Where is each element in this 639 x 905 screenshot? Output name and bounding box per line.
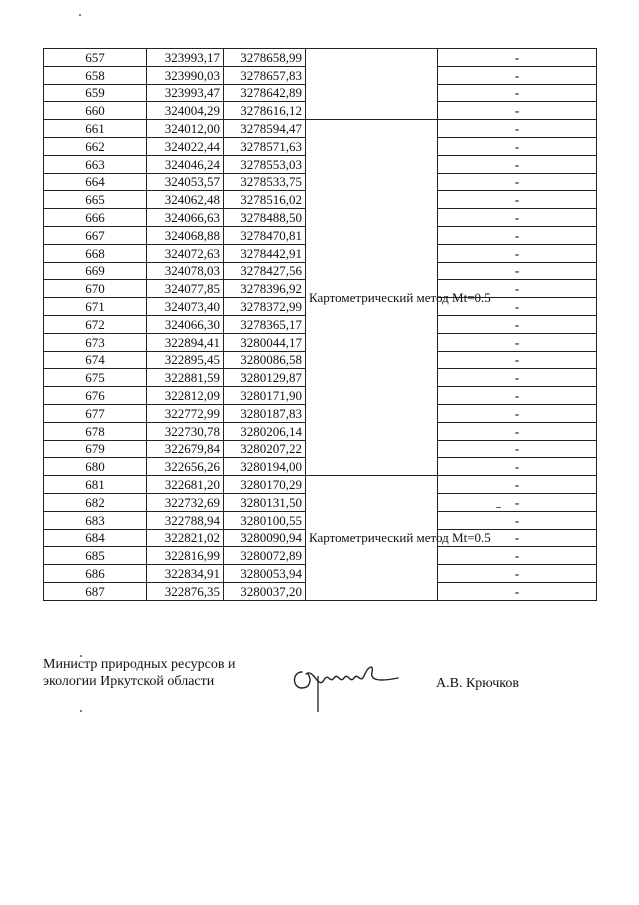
point-number-cell: 685 xyxy=(44,547,147,565)
y-coordinate-cell: 3278365,17 xyxy=(224,315,306,333)
method-cell: Картометрический метод Mt=0.5 xyxy=(306,120,438,476)
note-cell: - xyxy=(438,422,597,440)
x-coordinate-cell: 323993,17 xyxy=(147,49,224,67)
point-number-cell: 675 xyxy=(44,369,147,387)
x-coordinate-cell: 324022,44 xyxy=(147,137,224,155)
note-cell: - xyxy=(438,191,597,209)
minister-title xyxy=(43,656,235,690)
x-coordinate-cell: 324004,29 xyxy=(147,102,224,120)
x-coordinate-cell: 322894,41 xyxy=(147,333,224,351)
point-number-cell: 659 xyxy=(44,84,147,102)
note-cell: - xyxy=(438,476,597,494)
x-coordinate-cell: 322788,94 xyxy=(147,511,224,529)
note-cell: - xyxy=(438,173,597,191)
y-coordinate-cell: 3280194,00 xyxy=(224,458,306,476)
point-number-cell: 676 xyxy=(44,387,147,405)
note-cell: - xyxy=(438,458,597,476)
note-cell: - xyxy=(438,404,597,422)
note-cell: - xyxy=(438,351,597,369)
point-number-cell: 661 xyxy=(44,120,147,138)
minister-title-line1: Министр природных ресурсов и xyxy=(43,657,236,672)
note-cell: - xyxy=(438,298,597,316)
x-coordinate-cell: 324068,88 xyxy=(147,226,224,244)
note-cell: - xyxy=(438,565,597,583)
y-coordinate-cell: 3278594,47 xyxy=(224,120,306,138)
y-coordinate-cell: 3280171,90 xyxy=(224,387,306,405)
x-coordinate-cell: 322812,09 xyxy=(147,387,224,405)
x-coordinate-cell: 322681,20 xyxy=(147,476,224,494)
point-number-cell: 674 xyxy=(44,351,147,369)
method-cell: Картометрический метод Mt=0.5 xyxy=(306,476,438,601)
y-coordinate-cell: 3278470,81 xyxy=(224,226,306,244)
note-cell: - xyxy=(438,493,597,511)
point-number-cell: 681 xyxy=(44,476,147,494)
note-cell: - xyxy=(438,49,597,67)
x-coordinate-cell: 322816,99 xyxy=(147,547,224,565)
point-number-cell: 665 xyxy=(44,191,147,209)
note-cell: - xyxy=(438,155,597,173)
y-coordinate-cell: 3278372,99 xyxy=(224,298,306,316)
table-row xyxy=(44,476,597,494)
point-number-cell: 658 xyxy=(44,66,147,84)
y-coordinate-cell: 3280187,83 xyxy=(224,404,306,422)
minister-title-line2: экологии Иркутской области xyxy=(43,674,215,689)
y-coordinate-cell: 3278516,02 xyxy=(224,191,306,209)
note-cell: - xyxy=(438,582,597,600)
method-cell xyxy=(306,49,438,120)
x-coordinate-cell: 324072,63 xyxy=(147,244,224,262)
note-cell: - xyxy=(438,511,597,529)
point-number-cell: 664 xyxy=(44,173,147,191)
point-number-cell: 684 xyxy=(44,529,147,547)
note-cell: - xyxy=(438,84,597,102)
minister-name: А.В. Крючков xyxy=(436,676,519,691)
x-coordinate-cell: 324078,03 xyxy=(147,262,224,280)
point-number-cell: 668 xyxy=(44,244,147,262)
y-coordinate-cell: 3280207,22 xyxy=(224,440,306,458)
coordinates-table xyxy=(43,48,597,601)
x-coordinate-cell: 324046,24 xyxy=(147,155,224,173)
point-number-cell: 667 xyxy=(44,226,147,244)
x-coordinate-cell: 322656,26 xyxy=(147,458,224,476)
x-coordinate-cell: 322876,35 xyxy=(147,582,224,600)
point-number-cell: 683 xyxy=(44,511,147,529)
note-cell: - xyxy=(438,529,597,547)
point-number-cell: 672 xyxy=(44,315,147,333)
y-coordinate-cell: 3280206,14 xyxy=(224,422,306,440)
x-coordinate-cell: 322881,59 xyxy=(147,369,224,387)
y-coordinate-cell: 3278616,12 xyxy=(224,102,306,120)
x-coordinate-cell: 322730,78 xyxy=(147,422,224,440)
x-coordinate-cell: 324062,48 xyxy=(147,191,224,209)
note-cell: - xyxy=(438,209,597,227)
note-cell: - xyxy=(438,244,597,262)
y-coordinate-cell: 3280170,29 xyxy=(224,476,306,494)
note-cell: - xyxy=(438,547,597,565)
y-coordinate-cell: 3280100,55 xyxy=(224,511,306,529)
x-coordinate-cell: 322772,99 xyxy=(147,404,224,422)
x-coordinate-cell: 322895,45 xyxy=(147,351,224,369)
y-coordinate-cell: 3278442,91 xyxy=(224,244,306,262)
x-coordinate-cell: 322732,69 xyxy=(147,493,224,511)
point-number-cell: 673 xyxy=(44,333,147,351)
point-number-cell: 670 xyxy=(44,280,147,298)
y-coordinate-cell: 3278658,99 xyxy=(224,49,306,67)
note-cell: - xyxy=(438,66,597,84)
x-coordinate-cell: 322834,91 xyxy=(147,565,224,583)
y-coordinate-cell: 3278488,50 xyxy=(224,209,306,227)
note-cell: - xyxy=(438,137,597,155)
y-coordinate-cell: 3280037,20 xyxy=(224,582,306,600)
point-number-cell: 663 xyxy=(44,155,147,173)
y-coordinate-cell: 3278553,03 xyxy=(224,155,306,173)
point-number-cell: 679 xyxy=(44,440,147,458)
table-row xyxy=(44,120,597,138)
note-cell: - xyxy=(438,102,597,120)
y-coordinate-cell: 3278642,89 xyxy=(224,84,306,102)
y-coordinate-cell: 3280086,58 xyxy=(224,351,306,369)
point-number-cell: 660 xyxy=(44,102,147,120)
point-number-cell: 666 xyxy=(44,209,147,227)
y-coordinate-cell: 3278657,83 xyxy=(224,66,306,84)
note-cell: - xyxy=(438,280,597,298)
signature-block xyxy=(43,656,603,716)
point-number-cell: 671 xyxy=(44,298,147,316)
y-coordinate-cell: 3278533,75 xyxy=(224,173,306,191)
note-cell: - xyxy=(438,226,597,244)
note-cell: - xyxy=(438,262,597,280)
point-number-cell: 657 xyxy=(44,49,147,67)
y-coordinate-cell: 3280072,89 xyxy=(224,547,306,565)
x-coordinate-cell: 323990,03 xyxy=(147,66,224,84)
y-coordinate-cell: 3280131,50 xyxy=(224,493,306,511)
point-number-cell: 662 xyxy=(44,137,147,155)
x-coordinate-cell: 324012,00 xyxy=(147,120,224,138)
x-coordinate-cell: 324053,57 xyxy=(147,173,224,191)
note-cell: - xyxy=(438,387,597,405)
x-coordinate-cell: 324073,40 xyxy=(147,298,224,316)
scan-speck xyxy=(79,14,81,16)
y-coordinate-cell: 3278571,63 xyxy=(224,137,306,155)
note-cell: - xyxy=(438,315,597,333)
table-row xyxy=(44,49,597,67)
point-number-cell: 687 xyxy=(44,582,147,600)
point-number-cell: 677 xyxy=(44,404,147,422)
point-number-cell: 680 xyxy=(44,458,147,476)
x-coordinate-cell: 323993,47 xyxy=(147,84,224,102)
point-number-cell: 682 xyxy=(44,493,147,511)
coordinates-table-body xyxy=(44,49,597,601)
x-coordinate-cell: 324077,85 xyxy=(147,280,224,298)
y-coordinate-cell: 3280044,17 xyxy=(224,333,306,351)
x-coordinate-cell: 324066,63 xyxy=(147,209,224,227)
x-coordinate-cell: 324066,30 xyxy=(147,315,224,333)
note-cell: - xyxy=(438,333,597,351)
point-number-cell: 669 xyxy=(44,262,147,280)
y-coordinate-cell: 3280053,94 xyxy=(224,565,306,583)
y-coordinate-cell: 3280129,87 xyxy=(224,369,306,387)
note-cell: - xyxy=(438,369,597,387)
note-cell: - xyxy=(438,120,597,138)
point-number-cell: 678 xyxy=(44,422,147,440)
note-cell: - xyxy=(438,440,597,458)
point-number-cell: 686 xyxy=(44,565,147,583)
x-coordinate-cell: 322821,02 xyxy=(147,529,224,547)
y-coordinate-cell: 3278427,56 xyxy=(224,262,306,280)
y-coordinate-cell: 3278396,92 xyxy=(224,280,306,298)
handwritten-signature xyxy=(288,650,408,720)
y-coordinate-cell: 3280090,94 xyxy=(224,529,306,547)
x-coordinate-cell: 322679,84 xyxy=(147,440,224,458)
